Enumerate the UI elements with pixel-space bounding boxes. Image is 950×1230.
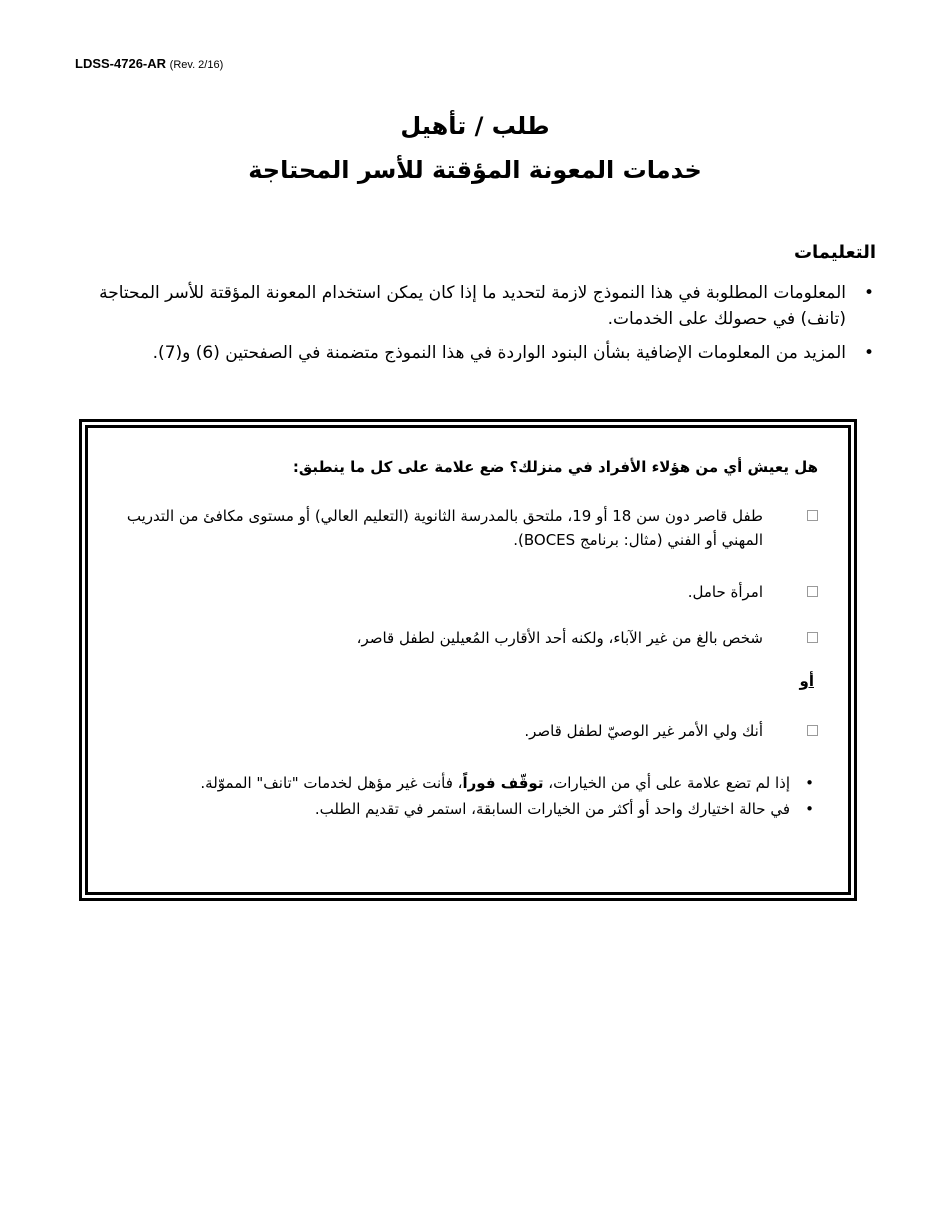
checkbox-caretaker-relative[interactable] [807,632,818,643]
eligibility-notes [200,770,814,822]
eligibility-box-inner [85,425,851,895]
form-code-label [75,56,223,71]
bullet-icon: • [805,800,814,818]
note-text-part: ، فأنت غير مؤهل لخدمات "تانف" المموّلة. [200,774,463,792]
note-item [200,796,814,822]
instructions-list [70,280,874,374]
checkbox-pregnant-woman[interactable] [807,586,818,597]
bullet-icon: • [863,283,874,303]
option-minor-child [102,504,818,552]
page-title: طلب / تأهيل [400,112,550,140]
bullet-icon: • [863,343,874,363]
note-text: في حالة اختيارك واحد أو أكثر من الخيارات السابقة، استمر في تقديم الطلب. [314,800,790,818]
eligibility-box [79,419,857,901]
page-subtitle: خدمات المعونة المؤقتة للأسر المحتاجة [248,156,702,184]
instruction-item [70,280,874,332]
option-text: أنك ولي الأمر غير الوصيّ لطفل قاصر. [524,722,763,740]
instruction-item [70,340,874,366]
instruction-text: المزيد من المعلومات الإضافية بشأن البنود الواردة في هذا النموذج متضمنة في الصفحتين (6) و(7). [152,343,846,363]
option-text: امرأة حامل. [687,583,763,601]
option-noncustodial-parent [102,719,818,743]
option-text: شخص بالغ من غير الآباء، ولكنه أحد الأقارب المُعيلين لطفل قاصر، [356,629,763,647]
note-text-part: إذا لم تضع علامة على أي من الخيارات، [543,774,790,792]
note-item [200,770,814,796]
option-caretaker-relative [102,626,818,650]
instruction-text: المعلومات المطلوبة في هذا النموذج لازمة لتحديد ما إذا كان يمكن استخدام المعونة المؤقتة للأسر المحتاجة (تانف) في حصولك على الخدمات. [99,283,846,329]
eligibility-question: هل يعيش أي من هؤلاء الأفراد في منزلك؟ ضع علامة على كل ما ينطبق: [292,458,818,476]
form-code: LDSS-4726-AR [75,56,167,71]
checkbox-noncustodial-parent[interactable] [807,725,818,736]
or-label: أو [799,672,814,690]
option-text: طفل قاصر دون سن 18 أو 19، ملتحق بالمدرسة الثانوية (التعليم العالي) أو مستوى مكافئ من التدريب المهني أو الفني (مثال: برنامج BOCES). [126,507,763,549]
instructions-heading: التعليمات [793,242,876,263]
option-pregnant-woman [102,580,818,604]
checkbox-minor-child[interactable] [807,510,818,521]
bullet-icon: • [805,774,814,792]
form-revision: (Rev. 2/16) [169,59,224,71]
stop-now-text: توقّف فوراً [462,774,544,792]
